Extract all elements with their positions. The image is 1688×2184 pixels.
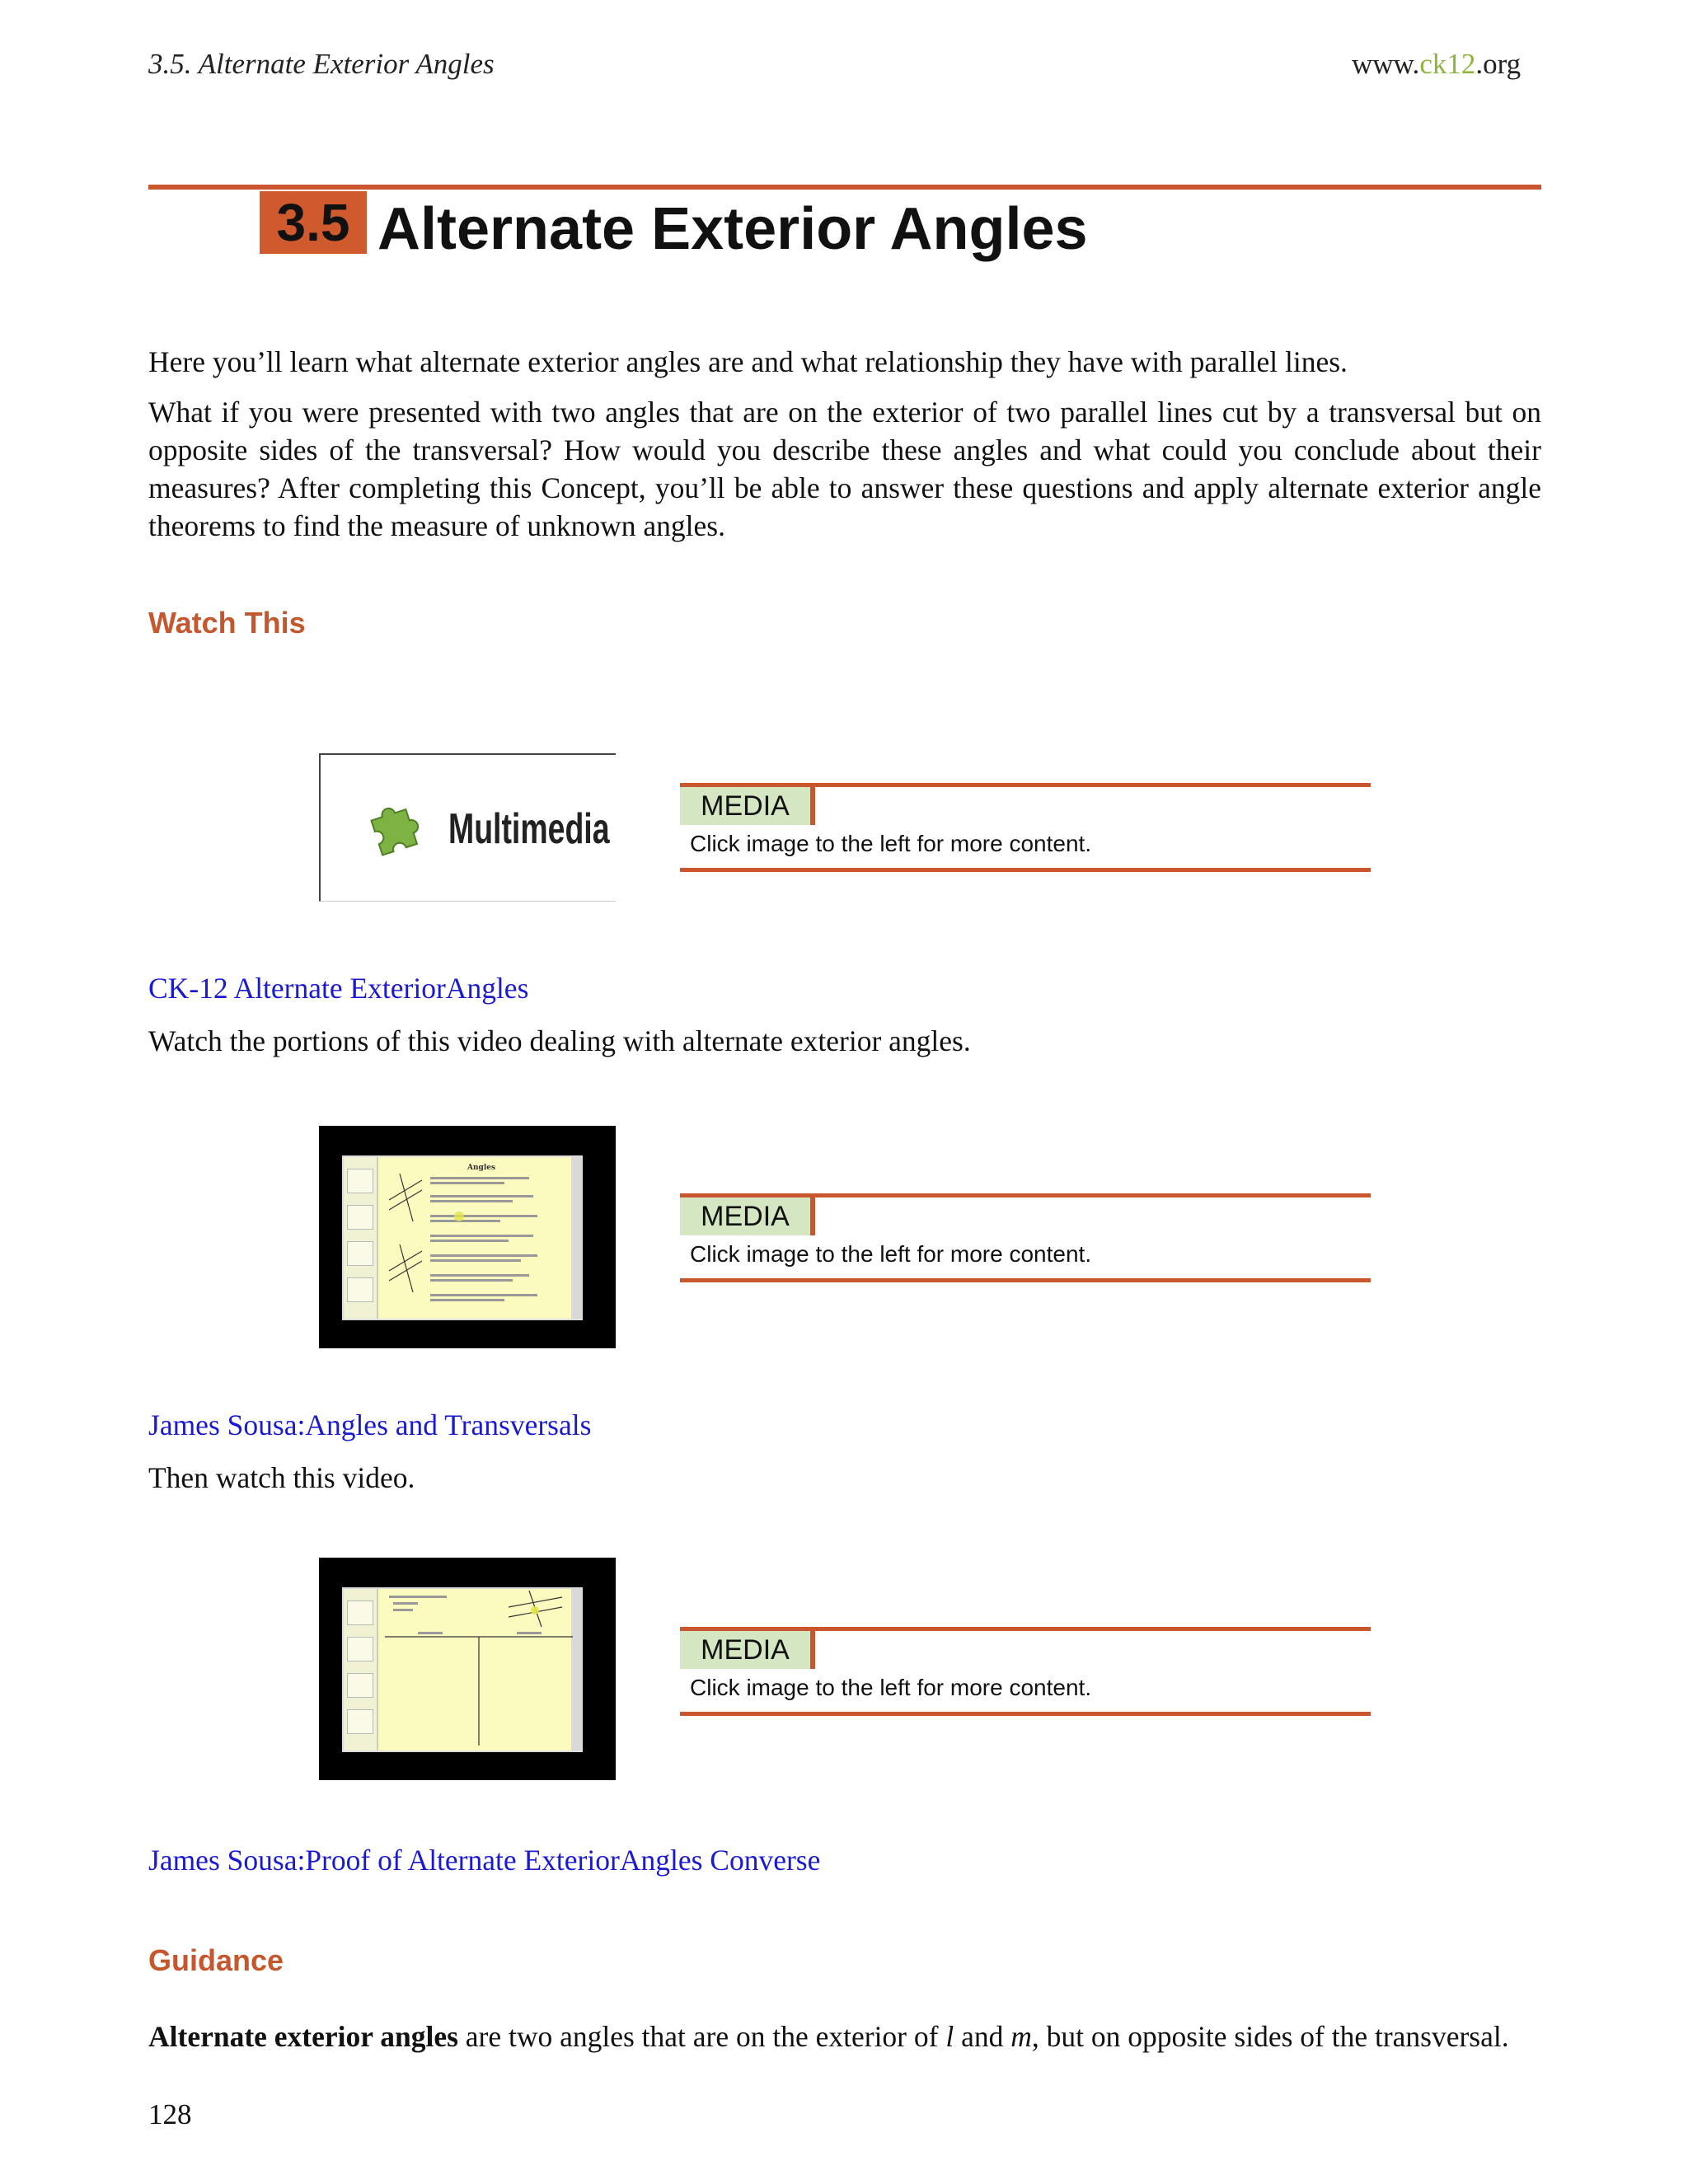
guidance-text-a: are two angles that are on the exterior of: [457, 2020, 946, 2053]
guidance-heading: Guidance: [148, 1943, 284, 1977]
media-note: Click image to the left for more content.: [690, 831, 1092, 856]
media-note: Click image to the left for more content.: [690, 1675, 1092, 1700]
media-tag: MEDIA: [680, 1197, 815, 1235]
video-screen: [342, 1155, 583, 1320]
media-note: Click image to the left for more content.: [690, 1241, 1092, 1267]
media-callout-2: [680, 1193, 1371, 1282]
guidance-text-b: and: [954, 2020, 1011, 2053]
puzzle-icon: [360, 796, 426, 862]
media-callout-1: [680, 783, 1371, 872]
guidance-term: Alternate exterior angles: [148, 2020, 458, 2053]
media-tag: MEDIA: [680, 787, 815, 825]
site-prefix: www.: [1352, 48, 1420, 80]
page-number: 128: [148, 2098, 192, 2130]
media-tag: MEDIA: [680, 1631, 815, 1669]
media-callout-bottom-rule: [680, 1278, 1371, 1282]
video-thumbnail-proof[interactable]: [319, 1558, 616, 1780]
site-ck12: ck12: [1419, 48, 1476, 80]
multimedia-label: Multimedia: [448, 805, 610, 853]
link-sousa-proof-converse[interactable]: James Sousa:Proof of Alternate ExteriorAngles Converse: [148, 1844, 821, 1877]
section-number-badge: 3.5: [260, 191, 367, 254]
intro-paragraph-1: Here you’ll learn what alternate exterior angles are and what relationship they have with parallel lines.: [148, 345, 1348, 378]
site-suffix: .org: [1475, 48, 1522, 80]
page-title: Alternate Exterior Angles: [377, 196, 1088, 262]
video-screen: [342, 1587, 583, 1752]
caption-2: Then watch this video.: [148, 1461, 415, 1494]
caption-1: Watch the portions of this video dealing with alternate exterior angles.: [148, 1024, 971, 1057]
video-thumbnail-angles[interactable]: [319, 1126, 616, 1348]
media-callout-3: [680, 1627, 1371, 1716]
variable-l: l: [945, 2020, 954, 2053]
transversal-diagram: [344, 1157, 584, 1322]
link-ck12-alternate-exterior-angles[interactable]: CK-12 Alternate ExteriorAngles: [148, 972, 529, 1005]
intro-paragraph-2: What if you were presented with two angles that are on the exterior of two parallel lines cut by a transversal but on opposite sides of the transversal? How would you describe these angles and what could you conclude about their measures? After completing this Concept, you’ll be able to answer these questions and apply alternate exterior angle theorems to find the measure of unknown angles.: [148, 396, 1541, 542]
multimedia-thumbnail[interactable]: [319, 753, 616, 902]
title-rule: [148, 185, 1541, 190]
running-header-section: 3.5. Alternate Exterior Angles: [148, 48, 495, 80]
media-callout-bottom-rule: [680, 1712, 1371, 1716]
video-slide-title: Angles: [467, 1164, 496, 1172]
guidance-paragraph: [148, 2018, 1541, 2055]
proof-diagram: [344, 1589, 584, 1754]
guidance-text-c: , but on opposite sides of the transversal.: [1031, 2020, 1509, 2053]
link-sousa-angles-transversals[interactable]: James Sousa:Angles and Transversals: [148, 1408, 592, 1441]
watch-this-heading: Watch This: [148, 606, 306, 640]
running-header-site[interactable]: [1352, 48, 1521, 81]
media-callout-bottom-rule: [680, 868, 1371, 872]
variable-m: m: [1010, 2020, 1032, 2053]
